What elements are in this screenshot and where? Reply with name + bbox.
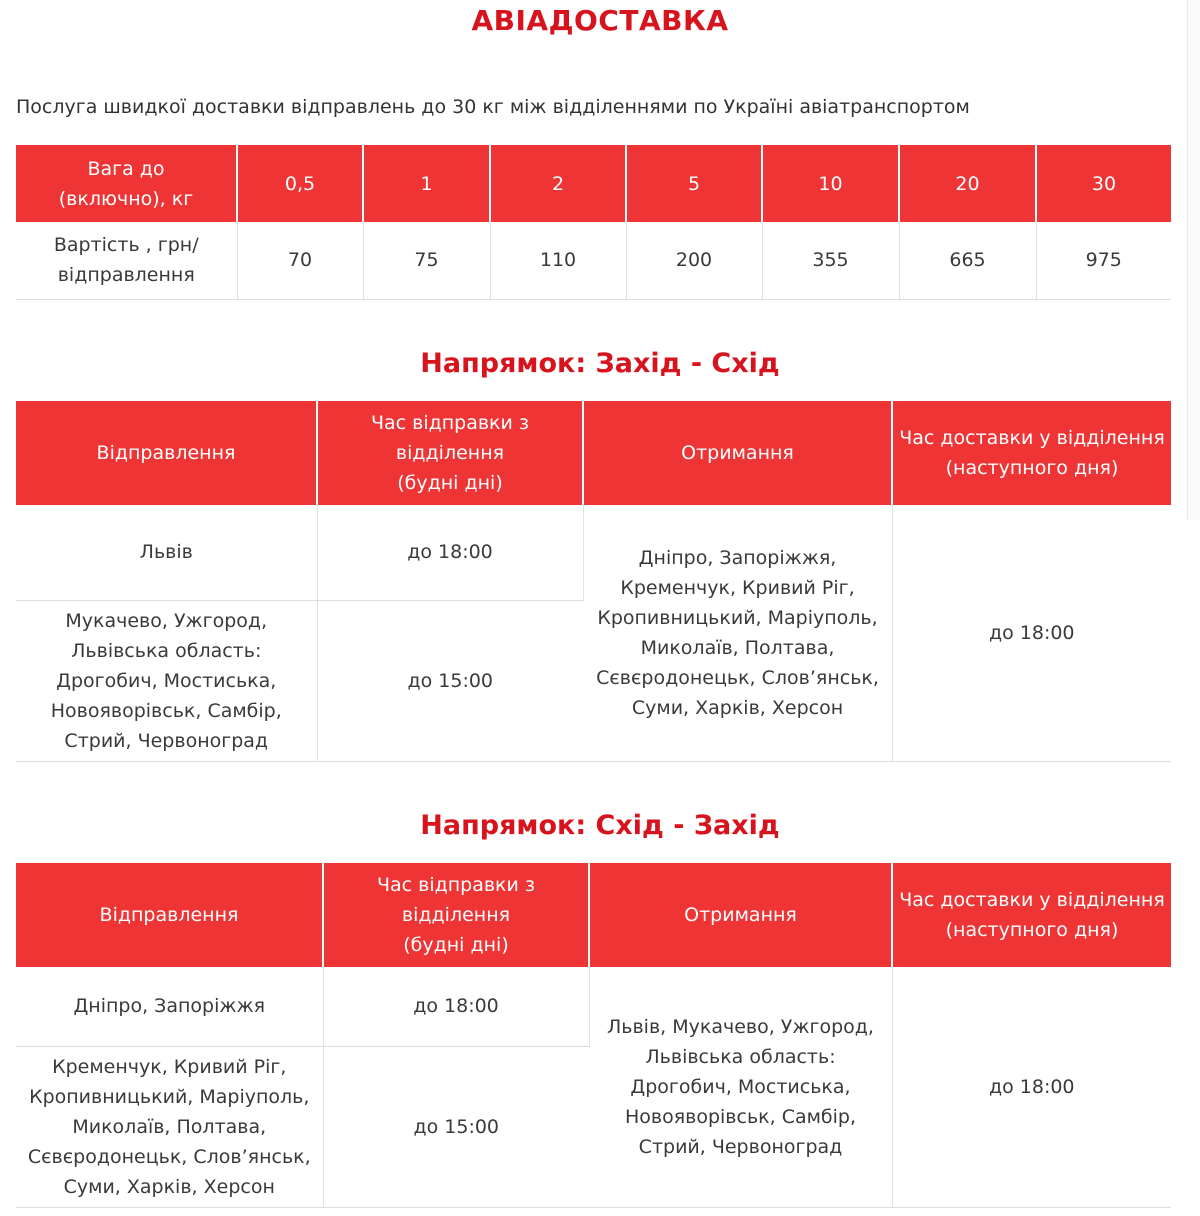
weight-label: Вага до (включно), кг	[16, 145, 237, 222]
header-destination: Отримання	[583, 401, 892, 505]
origin-cell: Кременчук, Кривий Ріг, Кропивницький, Маріуполь, Миколаїв, Полтава, Сєвєродонецьк, Слов’янськ, Суми, Харків, Херсон	[16, 1046, 323, 1207]
header-departure-time: Час відправки з відділення (будні дні)	[323, 863, 589, 967]
departure-time-cell: до 18:00	[323, 967, 589, 1046]
origin-cell: Дніпро, Запоріжжя	[16, 967, 323, 1046]
schedule-table-west-east	[16, 401, 1171, 762]
origin-cell: Львів	[16, 505, 317, 600]
delivery-time-cell: до 18:00	[892, 967, 1171, 1207]
header-delivery-time: Час доставки у відділення (наступного дня)	[892, 401, 1171, 505]
weight-cell: 2	[490, 145, 626, 222]
destination-cell: Дніпро, Запоріжжя, Кременчук, Кривий Ріг, Кропивницький, Маріуполь, Миколаїв, Полтава, Сєвєродонецьк, Слов’янськ, Суми, Харків, Херсон	[583, 505, 892, 761]
weight-cell: 30	[1036, 145, 1171, 222]
scrollbar[interactable]	[1187, 0, 1200, 520]
cost-cell: 70	[237, 222, 363, 299]
intro-text: Послуга швидкої доставки відправлень до 30 кг між відділеннями по Україні авіатранспортом	[16, 96, 970, 118]
cost-cell: 975	[1036, 222, 1171, 299]
cost-cell: 665	[899, 222, 1036, 299]
cost-cell: 200	[626, 222, 762, 299]
header-destination: Отримання	[589, 863, 892, 967]
header-origin: Відправлення	[16, 863, 323, 967]
header-delivery-time: Час доставки у відділення (наступного дня)	[892, 863, 1171, 967]
price-table	[16, 145, 1171, 300]
cost-cell: 110	[490, 222, 626, 299]
page-title: АВІАДОСТАВКА	[471, 4, 729, 37]
header-origin: Відправлення	[16, 401, 317, 505]
weight-cell: 10	[762, 145, 899, 222]
weight-cell: 5	[626, 145, 762, 222]
weight-cell: 0,5	[237, 145, 363, 222]
departure-time-cell: до 15:00	[317, 600, 583, 761]
origin-cell: Мукачево, Ужгород, Львівська область: Дрогобич, Мостиська, Новояворівськ, Самбір, Стрий, Червоноград	[16, 600, 317, 761]
schedule-table-east-west	[16, 863, 1171, 1208]
delivery-time-cell: до 18:00	[892, 505, 1171, 761]
destination-cell: Львів, Мукачево, Ужгород, Львівська область: Дрогобич, Мостиська, Новояворівськ, Самбір, Стрий, Червоноград	[589, 967, 892, 1207]
departure-time-cell: до 15:00	[323, 1046, 589, 1207]
departure-time-cell: до 18:00	[317, 505, 583, 600]
weight-cell: 20	[899, 145, 1036, 222]
section-title-east-west: Напрямок: Схід - Захід	[420, 810, 780, 841]
section-title-west-east: Напрямок: Захід - Схід	[420, 348, 780, 379]
cost-cell: 355	[762, 222, 899, 299]
cost-cell: 75	[363, 222, 490, 299]
weight-cell: 1	[363, 145, 490, 222]
cost-label: Вартість , грн/ відправлення	[16, 222, 237, 299]
header-departure-time: Час відправки з відділення (будні дні)	[317, 401, 583, 505]
